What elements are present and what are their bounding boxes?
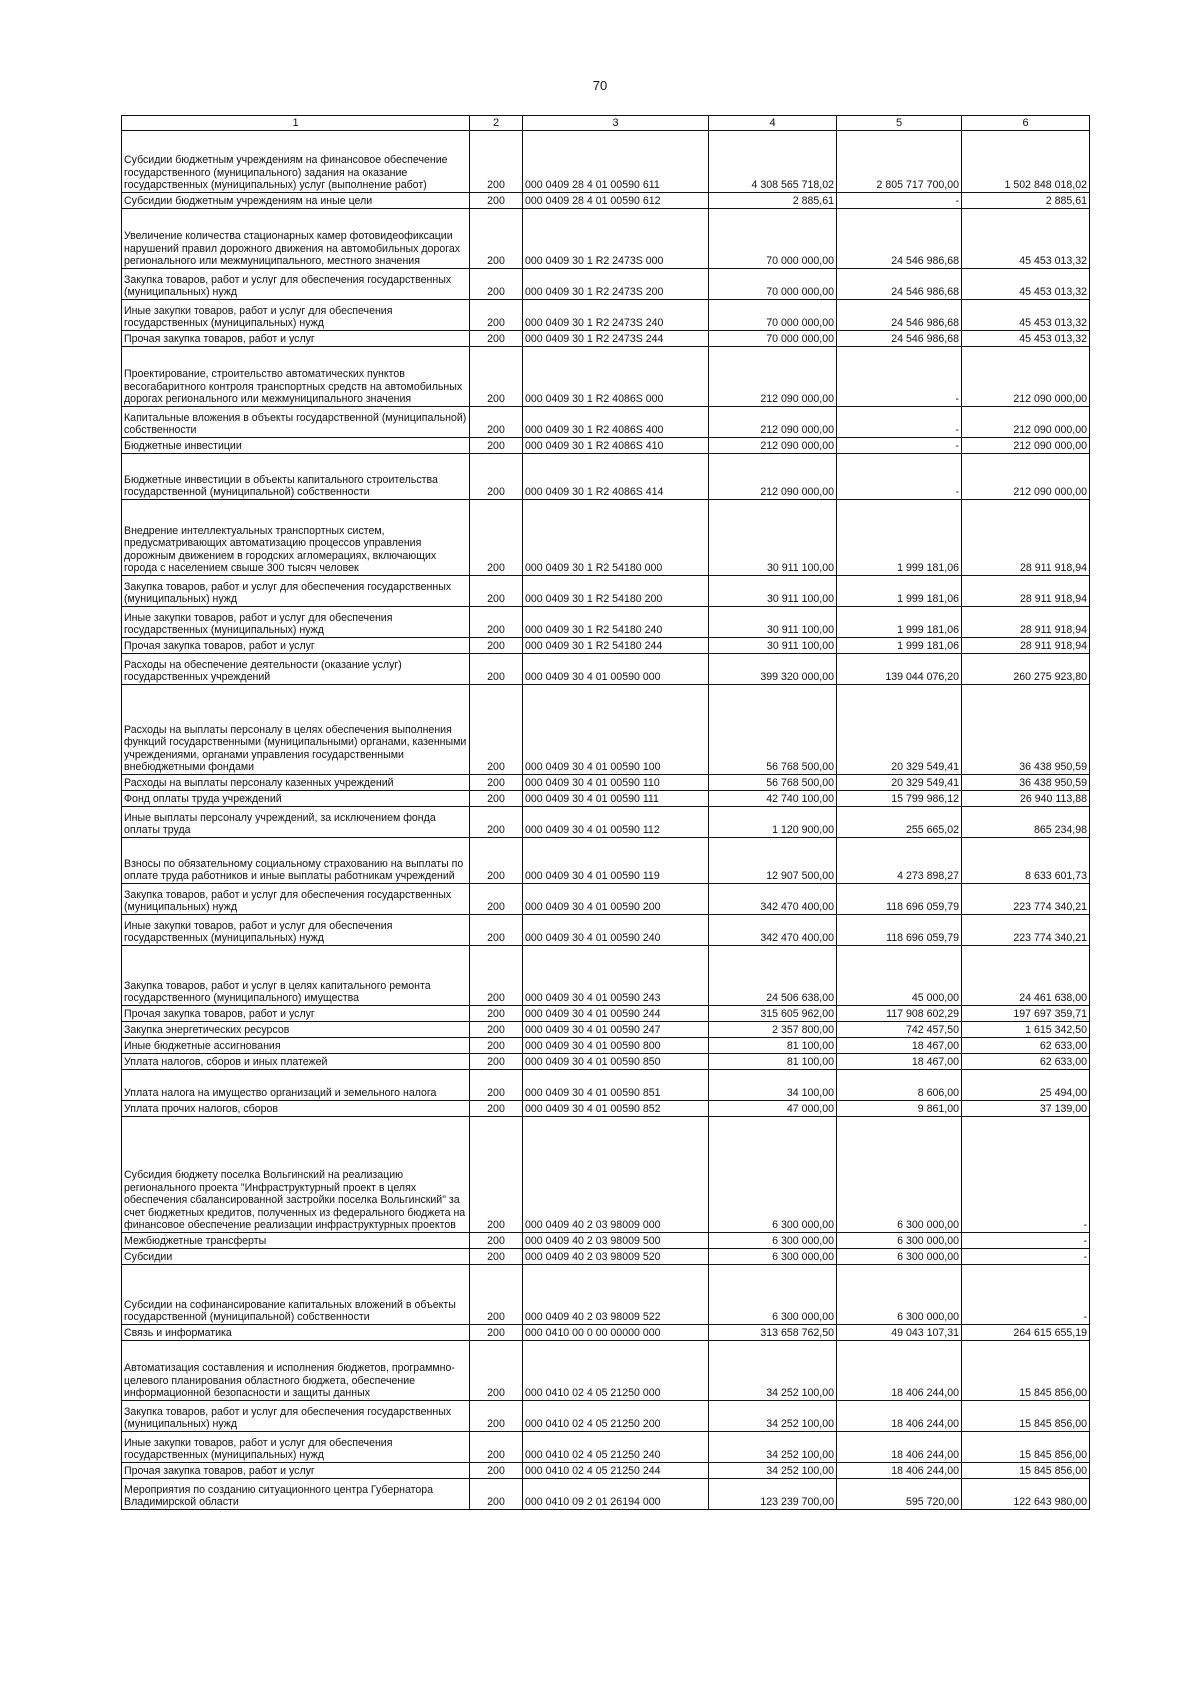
row-executed-amount: 24 546 986,68 bbox=[837, 331, 962, 347]
column-header: 2 bbox=[470, 116, 523, 131]
row-budget-code: 000 0409 30 1 R2 4086S 400 bbox=[523, 407, 709, 438]
row-remaining-amount: 212 090 000,00 bbox=[962, 347, 1090, 407]
column-header: 6 bbox=[962, 116, 1090, 131]
row-name: Прочая закупка товаров, работ и услуг bbox=[122, 1006, 470, 1022]
row-plan-amount: 34 252 100,00 bbox=[709, 1432, 837, 1463]
row-plan-amount: 70 000 000,00 bbox=[709, 300, 837, 331]
row-name: Прочая закупка товаров, работ и услуг bbox=[122, 1463, 470, 1479]
row-plan-amount: 399 320 000,00 bbox=[709, 654, 837, 685]
row-budget-code: 000 0409 30 4 01 00590 100 bbox=[523, 685, 709, 775]
row-name: Бюджетные инвестиции в объекты капитального строительства государственной (муниципальной) собственности bbox=[122, 454, 470, 500]
row-plan-amount: 34 100,00 bbox=[709, 1070, 837, 1101]
row-budget-code: 000 0410 09 2 01 26194 000 bbox=[523, 1479, 709, 1510]
row-admin-code: 200 bbox=[470, 775, 523, 791]
row-budget-code: 000 0409 30 4 01 00590 112 bbox=[523, 807, 709, 838]
row-executed-amount: - bbox=[837, 193, 962, 209]
table-header-row bbox=[122, 116, 1090, 131]
row-name: Субсидии bbox=[122, 1249, 470, 1265]
row-remaining-amount: 45 453 013,32 bbox=[962, 300, 1090, 331]
row-name: Субсидии на софинансирование капитальных вложений в объекты государственной (муниципальной) собственности bbox=[122, 1265, 470, 1325]
row-admin-code: 200 bbox=[470, 1054, 523, 1070]
row-remaining-amount: - bbox=[962, 1265, 1090, 1325]
table-row bbox=[122, 331, 1090, 347]
table-row bbox=[122, 131, 1090, 193]
row-remaining-amount: 37 139,00 bbox=[962, 1101, 1090, 1117]
row-plan-amount: 342 470 400,00 bbox=[709, 915, 837, 946]
table-row bbox=[122, 791, 1090, 807]
row-budget-code: 000 0409 28 4 01 00590 611 bbox=[523, 131, 709, 193]
row-name: Расходы на выплаты персоналу казенных учреждений bbox=[122, 775, 470, 791]
row-plan-amount: 123 239 700,00 bbox=[709, 1479, 837, 1510]
row-name: Субсидии бюджетным учреждениям на иные цели bbox=[122, 193, 470, 209]
row-admin-code: 200 bbox=[470, 407, 523, 438]
table-row bbox=[122, 269, 1090, 300]
table-row bbox=[122, 1265, 1090, 1325]
column-header: 1 bbox=[122, 116, 470, 131]
table-row bbox=[122, 1006, 1090, 1022]
row-plan-amount: 34 252 100,00 bbox=[709, 1341, 837, 1401]
row-admin-code: 200 bbox=[470, 1479, 523, 1510]
row-plan-amount: 212 090 000,00 bbox=[709, 454, 837, 500]
page-number: 70 bbox=[592, 78, 608, 93]
row-name: Иные выплаты персоналу учреждений, за исключением фонда оплаты труда bbox=[122, 807, 470, 838]
row-remaining-amount: 62 633,00 bbox=[962, 1038, 1090, 1054]
row-admin-code: 200 bbox=[470, 884, 523, 915]
row-name: Субсидия бюджету поселка Вольгинский на реализацию регионального проекта "Инфраструктурный проект в целях обеспечения сбалансированной застройки поселка Вольгинский" за счет бюджетных кредитов, полученных из федерального бюджета на финансовое обеспечение реализации инфраструктурных проектов bbox=[122, 1117, 470, 1233]
row-plan-amount: 342 470 400,00 bbox=[709, 884, 837, 915]
row-remaining-amount: 28 911 918,94 bbox=[962, 576, 1090, 607]
row-budget-code: 000 0409 30 1 R2 4086S 414 bbox=[523, 454, 709, 500]
row-executed-amount: 742 457,50 bbox=[837, 1022, 962, 1038]
row-name: Взносы по обязательному социальному страхованию на выплаты по оплате труда работников и иные выплаты работникам учреждений bbox=[122, 838, 470, 884]
row-budget-code: 000 0409 30 1 R2 54180 240 bbox=[523, 607, 709, 638]
row-plan-amount: 30 911 100,00 bbox=[709, 576, 837, 607]
row-admin-code: 200 bbox=[470, 638, 523, 654]
table-row bbox=[122, 347, 1090, 407]
row-admin-code: 200 bbox=[470, 209, 523, 269]
row-remaining-amount: 197 697 359,71 bbox=[962, 1006, 1090, 1022]
row-remaining-amount: 45 453 013,32 bbox=[962, 269, 1090, 300]
row-plan-amount: 2 357 800,00 bbox=[709, 1022, 837, 1038]
row-name: Иные закупки товаров, работ и услуг для обеспечения государственных (муниципальных) нужд bbox=[122, 607, 470, 638]
row-executed-amount: 1 999 181,06 bbox=[837, 607, 962, 638]
row-executed-amount: 18 406 244,00 bbox=[837, 1341, 962, 1401]
row-plan-amount: 6 300 000,00 bbox=[709, 1233, 837, 1249]
row-remaining-amount: 25 494,00 bbox=[962, 1070, 1090, 1101]
row-name: Закупка товаров, работ и услуг для обеспечения государственных (муниципальных) нужд bbox=[122, 269, 470, 300]
row-admin-code: 200 bbox=[470, 454, 523, 500]
row-executed-amount: 6 300 000,00 bbox=[837, 1233, 962, 1249]
row-remaining-amount: 28 911 918,94 bbox=[962, 607, 1090, 638]
row-executed-amount: 6 300 000,00 bbox=[837, 1117, 962, 1233]
row-name: Расходы на обеспечение деятельности (оказание услуг) государственных учреждений bbox=[122, 654, 470, 685]
table-row bbox=[122, 946, 1090, 1006]
row-admin-code: 200 bbox=[470, 1463, 523, 1479]
row-name: Прочая закупка товаров, работ и услуг bbox=[122, 331, 470, 347]
row-admin-code: 200 bbox=[470, 1249, 523, 1265]
row-budget-code: 000 0409 30 1 R2 54180 000 bbox=[523, 500, 709, 576]
table-row bbox=[122, 454, 1090, 500]
table-row bbox=[122, 1432, 1090, 1463]
row-executed-amount: 2 805 717 700,00 bbox=[837, 131, 962, 193]
table-row bbox=[122, 1325, 1090, 1341]
row-name: Уплата налога на имущество организаций и земельного налога bbox=[122, 1070, 470, 1101]
row-budget-code: 000 0409 40 2 03 98009 520 bbox=[523, 1249, 709, 1265]
row-executed-amount: 20 329 549,41 bbox=[837, 775, 962, 791]
row-executed-amount: 4 273 898,27 bbox=[837, 838, 962, 884]
row-executed-amount: 24 546 986,68 bbox=[837, 209, 962, 269]
row-plan-amount: 313 658 762,50 bbox=[709, 1325, 837, 1341]
row-name: Мероприятия по созданию ситуационного центра Губернатора Владимирской области bbox=[122, 1479, 470, 1510]
row-executed-amount: 1 999 181,06 bbox=[837, 576, 962, 607]
row-budget-code: 000 0410 02 4 05 21250 200 bbox=[523, 1401, 709, 1432]
row-executed-amount: 255 665,02 bbox=[837, 807, 962, 838]
row-executed-amount: - bbox=[837, 454, 962, 500]
table-row bbox=[122, 807, 1090, 838]
row-executed-amount: 595 720,00 bbox=[837, 1479, 962, 1510]
row-plan-amount: 47 000,00 bbox=[709, 1101, 837, 1117]
row-budget-code: 000 0409 30 1 R2 54180 244 bbox=[523, 638, 709, 654]
table-row bbox=[122, 576, 1090, 607]
row-budget-code: 000 0409 30 4 01 00590 243 bbox=[523, 946, 709, 1006]
row-budget-code: 000 0409 30 1 R2 4086S 000 bbox=[523, 347, 709, 407]
row-remaining-amount: 15 845 856,00 bbox=[962, 1463, 1090, 1479]
row-executed-amount: 18 467,00 bbox=[837, 1038, 962, 1054]
row-plan-amount: 212 090 000,00 bbox=[709, 438, 837, 454]
row-executed-amount: 18 467,00 bbox=[837, 1054, 962, 1070]
row-remaining-amount: 212 090 000,00 bbox=[962, 407, 1090, 438]
row-admin-code: 200 bbox=[470, 1038, 523, 1054]
row-admin-code: 200 bbox=[470, 500, 523, 576]
row-remaining-amount: 212 090 000,00 bbox=[962, 454, 1090, 500]
row-remaining-amount: 36 438 950,59 bbox=[962, 685, 1090, 775]
row-name: Закупка товаров, работ и услуг для обеспечения государственных (муниципальных) нужд bbox=[122, 1401, 470, 1432]
row-plan-amount: 70 000 000,00 bbox=[709, 269, 837, 300]
row-name: Увеличение количества стационарных камер фотовидеофиксации нарушений правил дорожного движения на автомобильных дорогах регионального или межмуниципального, местного значения bbox=[122, 209, 470, 269]
row-name: Капитальные вложения в объекты государственной (муниципальной) собственности bbox=[122, 407, 470, 438]
table-row bbox=[122, 1038, 1090, 1054]
row-plan-amount: 42 740 100,00 bbox=[709, 791, 837, 807]
row-executed-amount: 6 300 000,00 bbox=[837, 1265, 962, 1325]
row-budget-code: 000 0409 30 4 01 00590 111 bbox=[523, 791, 709, 807]
row-name: Закупка товаров, работ и услуг для обеспечения государственных (муниципальных) нужд bbox=[122, 576, 470, 607]
row-admin-code: 200 bbox=[470, 1401, 523, 1432]
row-admin-code: 200 bbox=[470, 607, 523, 638]
row-remaining-amount: 865 234,98 bbox=[962, 807, 1090, 838]
row-plan-amount: 212 090 000,00 bbox=[709, 347, 837, 407]
row-executed-amount: 18 406 244,00 bbox=[837, 1463, 962, 1479]
row-admin-code: 200 bbox=[470, 838, 523, 884]
row-admin-code: 200 bbox=[470, 946, 523, 1006]
table-row bbox=[122, 1401, 1090, 1432]
row-executed-amount: - bbox=[837, 347, 962, 407]
row-admin-code: 200 bbox=[470, 807, 523, 838]
row-budget-code: 000 0409 30 4 01 00590 852 bbox=[523, 1101, 709, 1117]
row-admin-code: 200 bbox=[470, 1006, 523, 1022]
row-budget-code: 000 0409 30 4 01 00590 850 bbox=[523, 1054, 709, 1070]
row-budget-code: 000 0409 30 1 R2 2473S 200 bbox=[523, 269, 709, 300]
row-executed-amount: 20 329 549,41 bbox=[837, 685, 962, 775]
table-row bbox=[122, 500, 1090, 576]
row-name: Субсидии бюджетным учреждениям на финансовое обеспечение государственного (муниципального) задания на оказание государственных (муниципальных) услуг (выполнение работ) bbox=[122, 131, 470, 193]
row-remaining-amount: - bbox=[962, 1117, 1090, 1233]
row-remaining-amount: 15 845 856,00 bbox=[962, 1432, 1090, 1463]
row-admin-code: 200 bbox=[470, 269, 523, 300]
row-remaining-amount: 264 615 655,19 bbox=[962, 1325, 1090, 1341]
row-plan-amount: 4 308 565 718,02 bbox=[709, 131, 837, 193]
row-name: Связь и информатика bbox=[122, 1325, 470, 1341]
row-budget-code: 000 0410 02 4 05 21250 000 bbox=[523, 1341, 709, 1401]
row-admin-code: 200 bbox=[470, 576, 523, 607]
table-row bbox=[122, 654, 1090, 685]
row-executed-amount: 118 696 059,79 bbox=[837, 915, 962, 946]
table-row bbox=[122, 193, 1090, 209]
row-plan-amount: 2 885,61 bbox=[709, 193, 837, 209]
row-budget-code: 000 0409 40 2 03 98009 522 bbox=[523, 1265, 709, 1325]
row-remaining-amount: - bbox=[962, 1249, 1090, 1265]
row-executed-amount: - bbox=[837, 407, 962, 438]
table-row bbox=[122, 1341, 1090, 1401]
row-remaining-amount: 24 461 638,00 bbox=[962, 946, 1090, 1006]
row-admin-code: 200 bbox=[470, 654, 523, 685]
row-budget-code: 000 0409 30 4 01 00590 119 bbox=[523, 838, 709, 884]
row-name: Фонд оплаты труда учреждений bbox=[122, 791, 470, 807]
row-plan-amount: 30 911 100,00 bbox=[709, 638, 837, 654]
row-admin-code: 200 bbox=[470, 1117, 523, 1233]
table-row bbox=[122, 1463, 1090, 1479]
row-remaining-amount: 260 275 923,80 bbox=[962, 654, 1090, 685]
row-admin-code: 200 bbox=[470, 1070, 523, 1101]
row-executed-amount: 18 406 244,00 bbox=[837, 1432, 962, 1463]
row-executed-amount: 24 546 986,68 bbox=[837, 300, 962, 331]
row-executed-amount: 117 908 602,29 bbox=[837, 1006, 962, 1022]
table-row bbox=[122, 1070, 1090, 1101]
row-budget-code: 000 0410 02 4 05 21250 240 bbox=[523, 1432, 709, 1463]
column-header: 4 bbox=[709, 116, 837, 131]
row-executed-amount: 1 999 181,06 bbox=[837, 638, 962, 654]
row-plan-amount: 34 252 100,00 bbox=[709, 1401, 837, 1432]
row-name: Внедрение интеллектуальных транспортных систем, предусматривающих автоматизацию процессов управления дорожным движением в городских агломерациях, включающих города с населением свыше 300 тысяч человек bbox=[122, 500, 470, 576]
budget-table bbox=[121, 115, 1090, 1510]
row-remaining-amount: 223 774 340,21 bbox=[962, 915, 1090, 946]
row-admin-code: 200 bbox=[470, 347, 523, 407]
row-budget-code: 000 0409 30 1 R2 2473S 240 bbox=[523, 300, 709, 331]
row-remaining-amount: 28 911 918,94 bbox=[962, 638, 1090, 654]
row-remaining-amount: 212 090 000,00 bbox=[962, 438, 1090, 454]
row-admin-code: 200 bbox=[470, 193, 523, 209]
row-plan-amount: 12 907 500,00 bbox=[709, 838, 837, 884]
row-admin-code: 200 bbox=[470, 1101, 523, 1117]
row-executed-amount: 1 999 181,06 bbox=[837, 500, 962, 576]
row-remaining-amount: 1 502 848 018,02 bbox=[962, 131, 1090, 193]
row-executed-amount: 118 696 059,79 bbox=[837, 884, 962, 915]
row-budget-code: 000 0409 40 2 03 98009 000 bbox=[523, 1117, 709, 1233]
table-row bbox=[122, 1479, 1090, 1510]
row-name: Иные закупки товаров, работ и услуг для обеспечения государственных (муниципальных) нужд bbox=[122, 1432, 470, 1463]
row-admin-code: 200 bbox=[470, 438, 523, 454]
row-budget-code: 000 0409 30 4 01 00590 244 bbox=[523, 1006, 709, 1022]
table-row bbox=[122, 1022, 1090, 1038]
row-remaining-amount: 8 633 601,73 bbox=[962, 838, 1090, 884]
row-admin-code: 200 bbox=[470, 791, 523, 807]
row-remaining-amount: - bbox=[962, 1233, 1090, 1249]
row-remaining-amount: 26 940 113,88 bbox=[962, 791, 1090, 807]
row-name: Прочая закупка товаров, работ и услуг bbox=[122, 638, 470, 654]
row-name: Расходы на выплаты персоналу в целях обеспечения выполнения функций государственными (муниципальными) органами, казенными учреждениями, органами управления государственными внебюджетными фондами bbox=[122, 685, 470, 775]
row-budget-code: 000 0410 02 4 05 21250 244 bbox=[523, 1463, 709, 1479]
row-admin-code: 200 bbox=[470, 1432, 523, 1463]
table-row bbox=[122, 607, 1090, 638]
row-name: Автоматизация составления и исполнения бюджетов, программно-целевого планирования областного бюджета, обеспечение информационной безопасности и защиты данных bbox=[122, 1341, 470, 1401]
row-budget-code: 000 0409 30 4 01 00590 110 bbox=[523, 775, 709, 791]
row-plan-amount: 70 000 000,00 bbox=[709, 209, 837, 269]
row-plan-amount: 6 300 000,00 bbox=[709, 1117, 837, 1233]
column-header: 5 bbox=[837, 116, 962, 131]
row-plan-amount: 81 100,00 bbox=[709, 1038, 837, 1054]
row-plan-amount: 212 090 000,00 bbox=[709, 407, 837, 438]
row-budget-code: 000 0409 30 4 01 00590 200 bbox=[523, 884, 709, 915]
row-admin-code: 200 bbox=[470, 1233, 523, 1249]
row-executed-amount: 9 861,00 bbox=[837, 1101, 962, 1117]
row-remaining-amount: 223 774 340,21 bbox=[962, 884, 1090, 915]
row-executed-amount: 49 043 107,31 bbox=[837, 1325, 962, 1341]
row-remaining-amount: 45 453 013,32 bbox=[962, 331, 1090, 347]
row-remaining-amount: 62 633,00 bbox=[962, 1054, 1090, 1070]
row-budget-code: 000 0409 30 4 01 00590 800 bbox=[523, 1038, 709, 1054]
row-remaining-amount: 28 911 918,94 bbox=[962, 500, 1090, 576]
table-row bbox=[122, 1101, 1090, 1117]
row-budget-code: 000 0409 28 4 01 00590 612 bbox=[523, 193, 709, 209]
row-budget-code: 000 0409 30 1 R2 2473S 000 bbox=[523, 209, 709, 269]
table-row bbox=[122, 685, 1090, 775]
row-remaining-amount: 15 845 856,00 bbox=[962, 1341, 1090, 1401]
table-row bbox=[122, 407, 1090, 438]
row-name: Бюджетные инвестиции bbox=[122, 438, 470, 454]
row-name: Закупка энергетических ресурсов bbox=[122, 1022, 470, 1038]
row-name: Закупка товаров, работ и услуг для обеспечения государственных (муниципальных) нужд bbox=[122, 884, 470, 915]
row-executed-amount: 18 406 244,00 bbox=[837, 1401, 962, 1432]
row-plan-amount: 70 000 000,00 bbox=[709, 331, 837, 347]
row-plan-amount: 1 120 900,00 bbox=[709, 807, 837, 838]
row-remaining-amount: 2 885,61 bbox=[962, 193, 1090, 209]
row-budget-code: 000 0409 30 1 R2 4086S 410 bbox=[523, 438, 709, 454]
table-row bbox=[122, 1233, 1090, 1249]
row-executed-amount: 8 606,00 bbox=[837, 1070, 962, 1101]
row-executed-amount: 15 799 986,12 bbox=[837, 791, 962, 807]
row-plan-amount: 30 911 100,00 bbox=[709, 500, 837, 576]
row-name: Закупка товаров, работ и услуг в целях капитального ремонта государственного (муниципального) имущества bbox=[122, 946, 470, 1006]
row-plan-amount: 81 100,00 bbox=[709, 1054, 837, 1070]
table-row bbox=[122, 1117, 1090, 1233]
row-name: Проектирование, строительство автоматических пунктов весогабаритного контроля транспортных средств на автомобильных дорогах регионального или межмуниципального значения bbox=[122, 347, 470, 407]
row-budget-code: 000 0409 40 2 03 98009 500 bbox=[523, 1233, 709, 1249]
row-name: Иные закупки товаров, работ и услуг для обеспечения государственных (муниципальных) нужд bbox=[122, 300, 470, 331]
row-admin-code: 200 bbox=[470, 1325, 523, 1341]
row-remaining-amount: 15 845 856,00 bbox=[962, 1401, 1090, 1432]
row-budget-code: 000 0410 00 0 00 00000 000 bbox=[523, 1325, 709, 1341]
table-row bbox=[122, 1249, 1090, 1265]
row-name: Уплата налогов, сборов и иных платежей bbox=[122, 1054, 470, 1070]
row-plan-amount: 6 300 000,00 bbox=[709, 1265, 837, 1325]
row-executed-amount: 139 044 076,20 bbox=[837, 654, 962, 685]
row-admin-code: 200 bbox=[470, 331, 523, 347]
table-row bbox=[122, 300, 1090, 331]
table-row bbox=[122, 438, 1090, 454]
row-admin-code: 200 bbox=[470, 1265, 523, 1325]
table-row bbox=[122, 838, 1090, 884]
row-name: Иные бюджетные ассигнования bbox=[122, 1038, 470, 1054]
table-row bbox=[122, 209, 1090, 269]
row-name: Межбюджетные трансферты bbox=[122, 1233, 470, 1249]
row-admin-code: 200 bbox=[470, 915, 523, 946]
row-budget-code: 000 0409 30 1 R2 54180 200 bbox=[523, 576, 709, 607]
row-plan-amount: 315 605 962,00 bbox=[709, 1006, 837, 1022]
row-budget-code: 000 0409 30 4 01 00590 240 bbox=[523, 915, 709, 946]
row-budget-code: 000 0409 30 4 01 00590 247 bbox=[523, 1022, 709, 1038]
row-name: Уплата прочих налогов, сборов bbox=[122, 1101, 470, 1117]
row-admin-code: 200 bbox=[470, 300, 523, 331]
row-plan-amount: 24 506 638,00 bbox=[709, 946, 837, 1006]
row-remaining-amount: 36 438 950,59 bbox=[962, 775, 1090, 791]
row-plan-amount: 30 911 100,00 bbox=[709, 607, 837, 638]
table-row bbox=[122, 638, 1090, 654]
row-plan-amount: 6 300 000,00 bbox=[709, 1249, 837, 1265]
table-row bbox=[122, 915, 1090, 946]
row-remaining-amount: 45 453 013,32 bbox=[962, 209, 1090, 269]
row-executed-amount: 24 546 986,68 bbox=[837, 269, 962, 300]
row-remaining-amount: 1 615 342,50 bbox=[962, 1022, 1090, 1038]
row-remaining-amount: 122 643 980,00 bbox=[962, 1479, 1090, 1510]
row-budget-code: 000 0409 30 1 R2 2473S 244 bbox=[523, 331, 709, 347]
row-plan-amount: 56 768 500,00 bbox=[709, 775, 837, 791]
table-row bbox=[122, 1054, 1090, 1070]
table-row bbox=[122, 775, 1090, 791]
row-admin-code: 200 bbox=[470, 685, 523, 775]
row-admin-code: 200 bbox=[470, 1022, 523, 1038]
row-admin-code: 200 bbox=[470, 131, 523, 193]
row-budget-code: 000 0409 30 4 01 00590 000 bbox=[523, 654, 709, 685]
row-executed-amount: 45 000,00 bbox=[837, 946, 962, 1006]
row-executed-amount: 6 300 000,00 bbox=[837, 1249, 962, 1265]
row-name: Иные закупки товаров, работ и услуг для обеспечения государственных (муниципальных) нужд bbox=[122, 915, 470, 946]
column-header: 3 bbox=[523, 116, 709, 131]
row-plan-amount: 56 768 500,00 bbox=[709, 685, 837, 775]
table-row bbox=[122, 884, 1090, 915]
row-executed-amount: - bbox=[837, 438, 962, 454]
row-admin-code: 200 bbox=[470, 1341, 523, 1401]
row-plan-amount: 34 252 100,00 bbox=[709, 1463, 837, 1479]
row-budget-code: 000 0409 30 4 01 00590 851 bbox=[523, 1070, 709, 1101]
